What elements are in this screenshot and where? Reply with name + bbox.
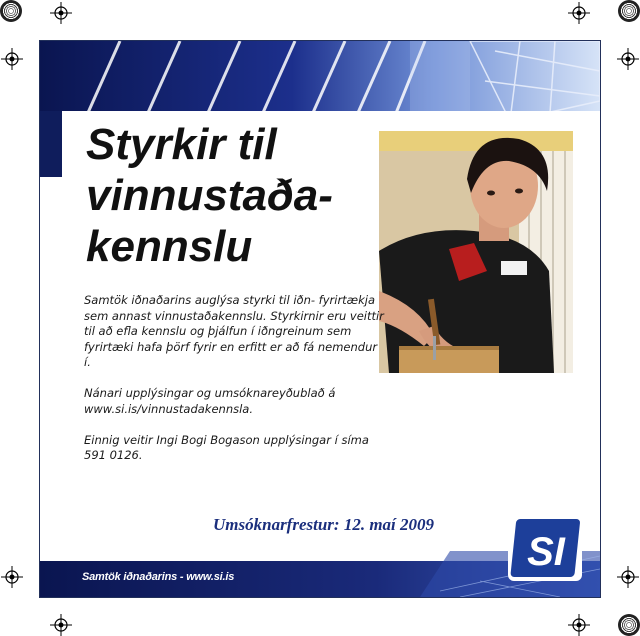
- registration-mark-icon: [568, 2, 590, 24]
- left-navy-stripe: [40, 111, 62, 177]
- body-paragraph: Einnig veitir Ingi Bogi Bogason upplýsingar í síma 591 0126.: [84, 432, 369, 462]
- body-text: [84, 293, 384, 479]
- headline-line: vinnustaða-: [86, 171, 333, 220]
- footer-text: Samtök iðnaðarins - www.si.is: [82, 571, 235, 583]
- registration-mark-icon: [617, 566, 639, 588]
- registration-mark-icon: [1, 566, 23, 588]
- body-paragraph: Nánari upplýsingar og umsóknareyðublað á www.si.is/vinnustadakennsla.: [84, 386, 336, 416]
- color-calibration-circle-icon: [0, 0, 22, 22]
- application-deadline: Umsóknarfrestur: 12. maí 2009: [213, 515, 435, 534]
- registration-mark-icon: [568, 614, 590, 636]
- si-logo-text: SI: [527, 530, 565, 574]
- color-calibration-circle-icon: [618, 614, 640, 636]
- headline-line: kennslu: [86, 222, 253, 271]
- headline: [86, 119, 376, 272]
- registration-mark-icon: [50, 614, 72, 636]
- headline-line: Styrkir til: [86, 120, 277, 169]
- student-woodworking-photo: [379, 131, 573, 373]
- si-logo: [506, 513, 584, 583]
- registration-mark-icon: [617, 48, 639, 70]
- body-paragraph: Samtök iðnaðarins auglýsa styrki til iðn- fyrirtækja sem annast vinnustaðakennslu. Styrkirnir eru veittir til að efla kennslu og þjálfun í iðngreinum sem fyrirtæki hafa þörf fyrir en erfitt er að fá nemendur í.: [84, 293, 384, 369]
- registration-mark-icon: [50, 2, 72, 24]
- advertisement: [39, 40, 601, 598]
- registration-mark-icon: [1, 48, 23, 70]
- color-calibration-circle-icon: [618, 0, 640, 22]
